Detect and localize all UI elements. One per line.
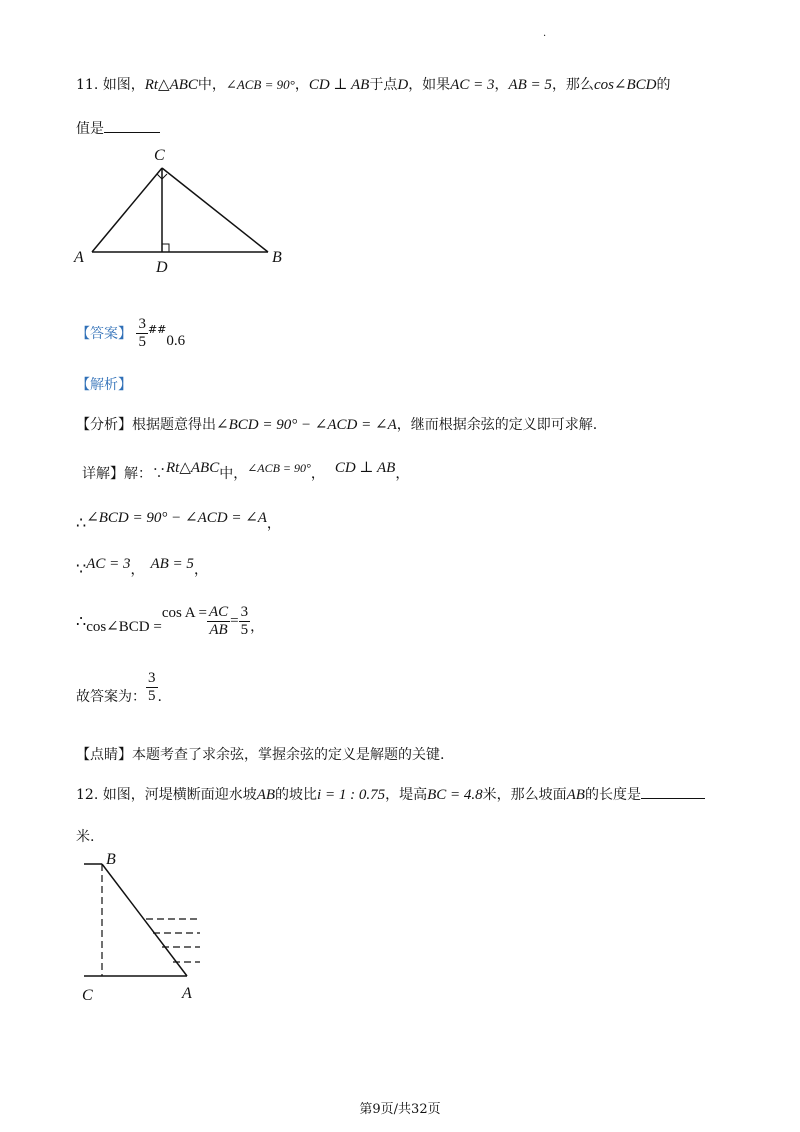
q11-line1 (76, 74, 671, 94)
q11-text: 中， (197, 77, 226, 93)
answer-tag: 【答案】 (76, 326, 132, 342)
label-a: A (182, 985, 192, 1002)
slope-ab (102, 864, 187, 976)
step3-lhs: cos∠BCD = (86, 619, 162, 635)
q11-answer-blank[interactable] (104, 120, 160, 133)
fraction-numerator: AC (208, 604, 229, 620)
step2-ab: AB = 5 (150, 556, 194, 572)
q11-angle-acb: ∠ACB = 90° (225, 77, 295, 92)
fraction-denominator: 5 (148, 687, 156, 704)
q12-ab2: AB (566, 787, 585, 803)
final-line (76, 670, 162, 706)
comment-line (76, 744, 444, 764)
final-end: . (157, 689, 162, 705)
q11-cd-perp-ab: CD ⊥ AB (308, 77, 370, 93)
label-a: A (74, 249, 84, 266)
detail-text: ， (310, 466, 325, 482)
segment-bc (162, 168, 268, 252)
detail-text: 中， (219, 466, 248, 482)
step2-end: ， (193, 562, 208, 578)
q12-bc: BC = 4.8 (427, 787, 483, 803)
step3-line (76, 604, 264, 638)
top-mark: . (543, 28, 547, 39)
detail-text: ， (395, 466, 410, 482)
q12-slope-ratio: i = 1 : 0.75 (317, 787, 386, 803)
detail-perp: CD ⊥ AB (334, 460, 396, 476)
answer-alt: 0.6 (166, 333, 186, 349)
step1-equation: ∠BCD = 90° − ∠ACD = ∠A (86, 510, 267, 526)
fenxi-equation: ∠BCD = 90° − ∠ACD = ∠A (216, 417, 397, 433)
step3-end: ， (250, 619, 265, 635)
fraction-denominator: 5 (138, 333, 146, 350)
q12-ab: AB (256, 787, 276, 803)
step3-fraction-3-5 (239, 604, 251, 638)
q12-text: 的长度是 (584, 787, 641, 803)
comment-text: 本题考查了求余弦，掌握余弦的定义是解题的关键. (132, 747, 445, 763)
step2-ac: AC = 3 (86, 556, 131, 572)
final-text: 故答案为： (76, 689, 146, 705)
q12-text: 米，那么坡面 (482, 787, 567, 803)
q11-triangle-figure (68, 140, 298, 280)
final-fraction (146, 670, 158, 704)
q11-ac-eq: AC = 3 (450, 77, 495, 93)
detail-rt-abc: Rt△ABC (166, 460, 220, 476)
fenxi-line (76, 414, 597, 434)
step2-sep: ， (130, 562, 145, 578)
q11-text: ， (294, 77, 309, 93)
q11-text: ， (494, 77, 509, 93)
q11-ab-eq: AB = 5 (508, 77, 552, 93)
q11-text: 的 (656, 77, 671, 93)
q11-answer-row (76, 316, 185, 350)
q11-text: ，如果 (408, 77, 451, 93)
q11-text: 如图， (102, 77, 145, 93)
q11-line2 (76, 118, 160, 138)
step1-end: ， (266, 516, 281, 532)
fraction-numerator: 3 (138, 316, 146, 332)
step2-line (76, 556, 208, 579)
fenxi-text: ，继而根据余弦的定义即可求解. (396, 417, 598, 433)
fraction-denominator: AB (209, 621, 228, 638)
label-c: C (82, 987, 93, 1004)
fraction-denominator: 5 (240, 621, 249, 638)
q11-text: 于点 (369, 77, 398, 93)
fenxi-text: 根据题意得出 (132, 417, 216, 433)
detail-line (82, 458, 409, 483)
fenxi-tag: 【分析】 (76, 417, 132, 433)
detail-text: 详解】解：∵ (82, 466, 166, 482)
page-footer: 第9页/共32页 (359, 1102, 441, 1117)
analysis-tag: 【解析】 (76, 377, 132, 393)
step3-cos: cos A = (161, 605, 207, 621)
step3-fraction-ac-ab (207, 604, 230, 638)
answer-fraction (136, 316, 148, 350)
q12-line2: 米. (76, 829, 95, 845)
therefore-symbol: ∴ (76, 513, 87, 532)
step3-equals: = (230, 613, 239, 629)
comment-tag: 【点睛】 (76, 747, 132, 763)
q12-number: 12. (76, 787, 99, 803)
label-b: B (106, 851, 116, 868)
label-c: C (154, 147, 165, 164)
q11-line2-text: 值是 (76, 121, 104, 137)
label-d: D (156, 259, 168, 276)
fraction-numerator: 3 (240, 604, 249, 620)
step1-line (76, 508, 281, 533)
q12-text: ，堤高 (385, 787, 428, 803)
q12-answer-blank[interactable] (641, 786, 705, 799)
q11-number: 11. (76, 77, 99, 93)
segment-ac (92, 168, 162, 252)
label-b: B (272, 249, 282, 266)
fraction-numerator: 3 (148, 670, 156, 686)
q11-point-d: D (397, 77, 409, 93)
q12-line1 (76, 784, 705, 804)
q12-text: 的坡比 (275, 787, 318, 803)
q11-cos-bcd: cos∠BCD (593, 77, 657, 93)
q11-rt-abc: Rt△ABC (144, 77, 198, 93)
therefore-symbol: ∴ (76, 611, 87, 631)
because-symbol: ∵ (76, 559, 87, 578)
q11-text: ，那么 (551, 77, 594, 93)
right-angle-mark-d (162, 244, 169, 252)
q12-embankment-figure (70, 848, 220, 1008)
q12-text: 如图，河堤横断面迎水坡 (102, 787, 257, 803)
detail-angle: ∠ACB = 90° (247, 461, 311, 475)
answer-separator: ## (147, 323, 167, 336)
